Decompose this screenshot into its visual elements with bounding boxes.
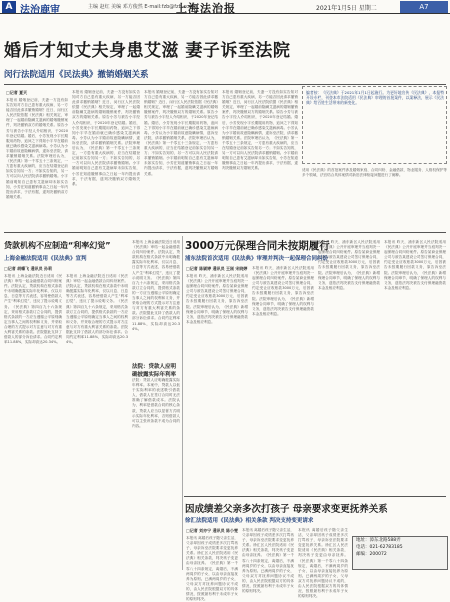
main-body-col1: 本报讯 婚姻登记前，夫妻一方没有如实告知对方自己患有重大疾病，另一方能否因此请求撤销婚姻？近日，闵行区人民法院依据《民法典》相关规定，审理了一起婚前隐瞒艾滋病的婚姻撤销案件，判决撤销双方的婚姻关系。原告小芳与被告小宇经人介绍相识，于2020年登记结婚。婚后，小芳发现小宇长期服用药物，追问之下得知小宇早在婚前就已确诊感染艾滋病病毒。小芳认为小宇婚前故意隐瞒病情，遂诉至法院，请求撤销婚姻关系。法院审理后认为，《民法典》第一千零五十三条规定，一方患有重大疾病的，应当在结婚登记前如实告知另一方；不如实告知的，另一方可以向人民法院请求撤销婚姻。小宇婚前明知自己患有艾滋病却未如实告知，小芳在知道撤销事由之日起一年内提出请求，于法有据，遂判决撤销双方婚姻关系。	[6, 98, 68, 199]
left-body-col4: 法院：贷款人应明确披露实际年利率。本案中，贷款人以低于实际利率的表述吸引借款人，借款人在签订合同时无法准确了解借款成本。法院认为，利率是借款合同的核心条款，贷款人应当以显著方式明示实际年化利率，否则借款人可以主张该条款不成为合同的内容。	[132, 378, 180, 428]
left-subhead: 上海金融法院适用《民法典》宣判	[4, 256, 87, 262]
main-body-col2: 本报讯 婚姻登记前，夫妻一方没有如实告知对方自己患有重大疾病，另一方能否因此请求撤销婚姻？近日，闵行区人民法院依据《民法典》相关规定，审理了一起婚前隐瞒艾滋病的婚姻撤销案件，判决撤销双方的婚姻关系。原告小芳与被告小宇经人介绍相识，于2020年登记结婚。婚后，小芳发现小宇长期服用药物，追问之下得知小宇早在婚前就已确诊感染艾滋病病毒。小芳认为小宇婚前故意隐瞒病情，遂诉至法院，请求撤销婚姻关系。法院审理后认为，《民法典》第一千零五十三条规定，一方患有重大疾病的，应当在结婚登记前如实告知另一方；不如实告知的，另一方可以向人民法院请求撤销婚姻。小宇婚前明知自己患有艾滋病却未如实告知，小芳在知道撤销事由之日起一年内提出请求，于法有据，遂判决撤销双方婚姻关系。	[72, 90, 140, 186]
middle-headline: 3000万元保理合同未按期履行	[185, 240, 330, 252]
main-headline: 婚后才知丈夫身患艾滋 妻子诉至法院	[4, 41, 291, 61]
bottom-headline: 因成绩差父亲多次打孩子 母亲要求变更抚养关系	[185, 504, 388, 515]
main-byline: □记者 夏天	[6, 90, 28, 95]
page-number: A7	[400, 1, 448, 13]
left-byline: □记者 胡蝶飞 通讯员 孙莉	[4, 266, 52, 271]
editor-note: 编者按：《民法典》于2021年1月1日起施行。为更好地宣传《民法典》，本报特开设专栏，刊登本市法院适用《民法典》审理的首批案件，以案释法，展示《民法典》给百姓生活带来的新变化。	[306, 90, 444, 106]
bottom-body-col3: 本报讯 离婚后孩子随父亲生活，父亲却因孩子成绩差多次打骂孩子，母亲诉至法院要求变更抚养关系。徐汇区人民法院适用《民法典》相关条款，判决孩子变更由母亲抚养。《民法典》第一千零八十四条规定，离婚后，不满两周岁的子女，以由母亲直接抚养为原则。已满两周岁的子女，父母双方对抚养问题协议不成的，由人民法院根据双方的具体情况，按照最有利于未成年子女的原则判决。	[298, 528, 348, 599]
issue-date: 2021年1月5日 星期二	[316, 5, 377, 12]
left-body-col2: 本报讯 上海金融法院近日适用《民法典》审结一起金融借款合同纠纷案件。法院认定，贷款机构在格式条款中未明确披露实际年化利率，仅以月息、日息等方式表述，容易使借款人产生“利率幻觉”，违反了提示说明义务。《民法典》第四百九十六条规定，采用格式条款订立合同的，提供格式条款的一方应当遵循公平原则确定当事人之间的权利和义务，并采取合理的方式提示对方注意与对方有重大利害关系的条款。法院据此支持了借款人的部分诉讼请求。合同约定利率11.88%，实际却高达20.34%。	[66, 274, 128, 345]
divider	[4, 84, 446, 85]
middle-body-col2: 本报讯 昨天，浦东新区人民法院适用《民法典》公开开庭审理并当庭判决一起保理合同纠纷案件。原告某商业保理公司与被告某建设公司签订保理合同，约定受让应收账款3000万元，后因被告未按期履行回款义务，原告诉至法院。法院审理后认为，《民法典》新增保理合同章节，明确了保理人的权利与义务，遂依法判决被告支付保理融资款本金及相应利息。	[252, 266, 314, 316]
middle-body-col3: 本报讯 昨天，浦东新区人民法院适用《民法典》公开开庭审理并当庭判决一起保理合同纠纷案件。原告某商业保理公司与被告某建设公司签订保理合同，约定受让应收账款3000万元，后因被告未按期履行回款义务，原告诉至法院。法院审理后认为，《民法典》新增保理合同章节，明确了保理人的权利与义务，遂依法判决被告支付保理融资款本金及相应利息。	[318, 240, 380, 290]
stamp-phone: 电话：021-62783185	[356, 545, 403, 550]
middle-subhead: 浦东法院首次适用《民法典》审理并判决一起保理合同纠纷	[185, 256, 329, 262]
section-meta: 主编 赵红 美编 邓方俊然 E-mail:fzb@fzb.com	[88, 4, 195, 10]
newspaper-name: 上海法治报	[176, 2, 236, 15]
column-divider	[182, 236, 183, 570]
middle-byline: □记者 陈颖婷 通讯员 王刚 宋晓婷	[186, 266, 248, 271]
stamp-address: 地址：漳东北路588弄	[356, 538, 401, 543]
main-body-col3: 本报讯 婚姻登记前，夫妻一方没有如实告知对方自己患有重大疾病，另一方能否因此请求撤销婚姻？近日，闵行区人民法院依据《民法典》相关规定，审理了一起婚前隐瞒艾滋病的婚姻撤销案件，判决撤销双方的婚姻关系。原告小芳与被告小宇经人介绍相识，于2020年登记结婚。婚后，小芳发现小宇长期服用药物，追问之下得知小宇早在婚前就已确诊感染艾滋病病毒。小芳认为小宇婚前故意隐瞒病情，遂诉至法院，请求撤销婚姻关系。法院审理后认为，《民法典》第一千零五十三条规定，一方患有重大疾病的，应当在结婚登记前如实告知另一方；不如实告知的，另一方可以向人民法院请求撤销婚姻。小宇婚前明知自己患有艾滋病却未如实告知，小芳在知道撤销事由之日起一年内提出请求，于法有据，遂判决撤销双方婚姻关系。	[144, 90, 218, 176]
bottom-subhead: 徐汇法院适用《民法典》相关条款 判决支持变更请求	[185, 518, 314, 524]
left-section-head: 法院：贷款人应明确披露实际年利率	[132, 364, 177, 378]
left-headline: 贷款机构不应制造“利率幻觉”	[4, 241, 111, 250]
bottom-body-col2: 本报讯 离婚后孩子随父亲生活，父亲却因孩子成绩差多次打骂孩子，母亲诉至法院要求变更抚养关系。徐汇区人民法院适用《民法典》相关条款，判决孩子变更由母亲抚养。《民法典》第一千零八十四条规定，离婚后，不满两周岁的子女，以由母亲直接抚养为原则。已满两周岁的子女，父母双方对抚养问题协议不成的，由人民法院根据双方的具体情况，按照最有利于未成年子女的原则判决。	[242, 528, 294, 594]
left-body-col1: 本报讯 上海金融法院近日适用《民法典》审结一起金融借款合同纠纷案件。法院认定，贷款机构在格式条款中未明确披露实际年化利率，仅以月息、日息等方式表述，容易使借款人产生“利率幻觉”，违反了提示说明义务。《民法典》第四百九十六条规定，采用格式条款订立合同的，提供格式条款的一方应当遵循公平原则确定当事人之间的权利和义务，并采取合理的方式提示对方注意与对方有重大利害关系的条款。法院据此支持了借款人的部分诉讼请求。合同约定利率11.88%，实际却高达20.34%。	[4, 274, 62, 345]
section-title: 法治鹿审	[20, 5, 60, 16]
left-body-col3: 本报讯 上海金融法院近日适用《民法典》审结一起金融借款合同纠纷案件。法院认定，贷款机构在格式条款中未明确披露实际年化利率，仅以月息、日息等方式表述，容易使借款人产生“利率幻觉”，违反了提示说明义务。《民法典》第四百九十六条规定，采用格式条款订立合同的，提供格式条款的一方应当遵循公平原则确定当事人之间的权利和义务，并采取合理的方式提示对方注意与对方有重大利害关系的条款。法院据此支持了借款人的部分诉讼请求。合同约定利率11.88%，实际却高达20.34%。	[132, 240, 180, 331]
bottom-body-col1: 本报讯 离婚后孩子随父亲生活，父亲却因孩子成绩差多次打骂孩子，母亲诉至法院要求变更抚养关系。徐汇区人民法院适用《民法典》相关条款，判决孩子变更由母亲抚养。《民法典》第一千零八十四条规定，离婚后，不满两周岁的子女，以由母亲直接抚养为原则。已满两周岁的子女，父母双方对抚养问题协议不成的，由人民法院根据双方的具体情况，按照最有利于未成年子女的原则判决。	[186, 536, 238, 602]
main-subhead: 闵行法院适用《民法典》撤销婚姻关系	[4, 70, 149, 80]
middle-body-col1: 本报讯 昨天，浦东新区人民法院适用《民法典》公开开庭审理并当庭判决一起保理合同纠纷案件。原告某商业保理公司与被告某建设公司签订保理合同，约定受让应收账款3000万元，后因被告未按期履行回款义务，原告诉至法院。法院审理后认为，《民法典》新增保理合同章节，明确了保理人的权利与义务，遂依法判决被告支付保理融资款本金及相应利息。	[186, 274, 248, 324]
section-logo: A	[2, 1, 16, 13]
main-body-col4: 本报讯 婚姻登记前，夫妻一方没有如实告知对方自己患有重大疾病，另一方能否因此请求撤销婚姻？近日，闵行区人民法院依据《民法典》相关规定，审理了一起婚前隐瞒艾滋病的婚姻撤销案件，判决撤销双方的婚姻关系。原告小芳与被告小宇经人介绍相识，于2020年登记结婚。婚后，小芳发现小宇长期服用药物，追问之下得知小宇早在婚前就已确诊感染艾滋病病毒。小芳认为小宇婚前故意隐瞒病情，遂诉至法院，请求撤销婚姻关系。法院审理后认为，《民法典》第一千零五十三条规定，一方患有重大疾病的，应当在结婚登记前如实告知另一方；不如实告知的，另一方可以向人民法院请求撤销婚姻。小宇婚前明知自己患有艾滋病却未如实告知，小芳在知道撤销事由之日起一年内提出请求，于法有据，遂判决撤销双方婚姻关系。	[222, 90, 298, 171]
middle-body-col4: 本报讯 昨天，浦东新区人民法院适用《民法典》公开开庭审理并当庭判决一起保理合同纠纷案件。原告某商业保理公司与被告某建设公司签订保理合同，约定受让应收账款3000万元，后因被告未按期履行回款义务，原告诉至法院。法院审理后认为，《民法典》新增保理合同章节，明确了保理人的权利与义务，遂依法判决被告支付保理融资款本金及相应利息。	[384, 240, 446, 290]
sidebar-body: 适用《民法典》的首批案件涉及婚姻家庭、合同纠纷、金融借款、物业服务、人格权保护等多个领域，法官结合具体案情对新旧法律衔接问题进行了阐释。	[302, 168, 447, 178]
contact-stamp	[352, 536, 448, 570]
stamp-postcode: 邮编：200072	[356, 552, 387, 557]
bottom-byline: □记者 刘亦宁 通讯员 陈小雯	[186, 528, 238, 533]
divider	[4, 232, 446, 233]
editor-note-box	[302, 86, 447, 164]
divider	[184, 496, 446, 497]
page-header	[0, 0, 450, 14]
